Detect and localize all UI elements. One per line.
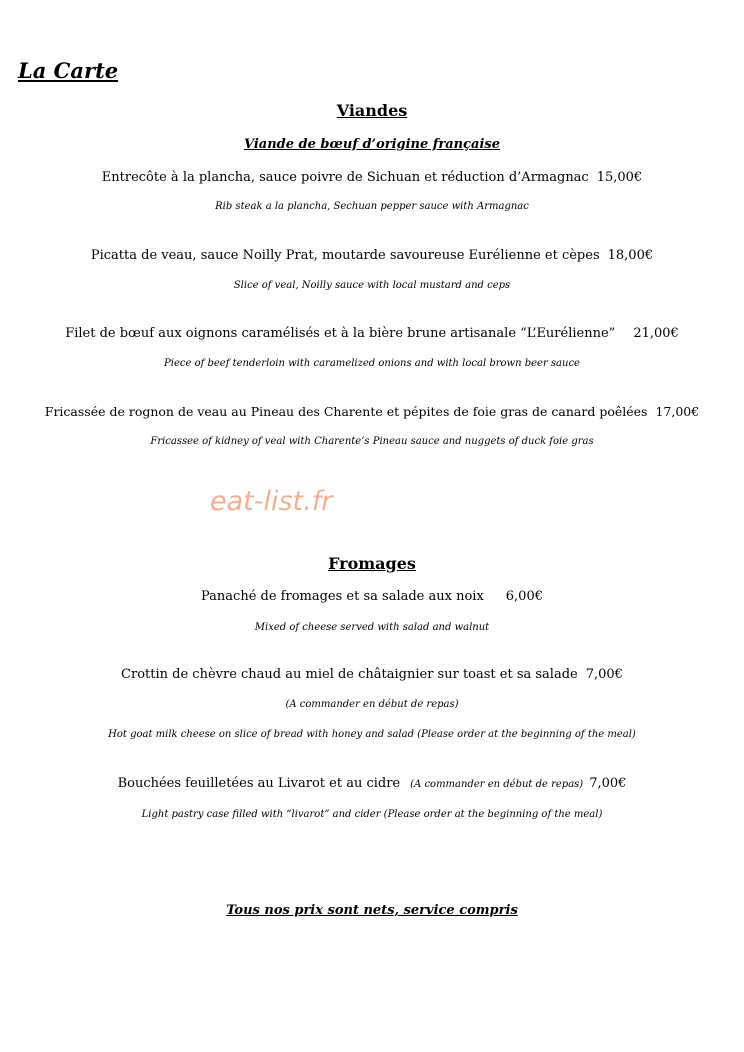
- dish-bouchees-feuilletees: [0, 776, 744, 791]
- dish-translation: Fricassee of kidney of veal with Charente’s Pineau sauce and nuggets of duck foie gras: [150, 436, 594, 447]
- dish-name: Panaché de fromages et sa salade aux noix: [201, 589, 484, 604]
- section-title-viandes: Viandes: [336, 101, 408, 120]
- dish-price: 7,00€: [589, 776, 627, 791]
- dish-price: 21,00€: [633, 326, 679, 341]
- dish-price: 18,00€: [607, 248, 654, 263]
- page-title: La Carte: [18, 58, 119, 83]
- dish-name: Picatta de veau, sauce Noilly Prat, moutarde savoureuse Eurélienne et cèpes: [90, 248, 600, 263]
- dish-translation: Slice of veal, Noilly sauce with local mustard and ceps: [233, 280, 511, 291]
- dish-price: 7,00€: [585, 667, 623, 682]
- dish-translation: Hot goat milk cheese on slice of bread with honey and salad (Please order at the beginning of the meal): [108, 729, 636, 740]
- dish-fricassee: [0, 404, 744, 419]
- dish-crottin-chevre: [0, 667, 744, 682]
- section-title-fromages: Fromages: [328, 554, 416, 573]
- dish-note: (A commander en début de repas): [410, 779, 584, 790]
- dish-name: Fricassée de rognon de veau au Pineau des Charente et pépites de foie gras de canard poêlées: [44, 404, 648, 419]
- dish-name: Bouchées feuilletées au Livarot et au cidre: [117, 776, 401, 791]
- dish-translation: Rib steak a la plancha, Sechuan pepper sauce with Armagnac: [215, 201, 529, 212]
- dish-translation: Piece of beef tenderloin with caramelized onions and with local brown beer sauce: [164, 358, 580, 369]
- dish-name: Entrecôte à la plancha, sauce poivre de Sichuan et réduction d’Armagnac: [101, 170, 589, 185]
- dish-price: 17,00€: [655, 404, 700, 419]
- dish-price: 15,00€: [596, 170, 643, 185]
- dish-translation: Light pastry case filled with “livarot” and cider (Please order at the beginning of the meal): [141, 809, 603, 820]
- footer-note: Tous nos prix sont nets, service compris: [226, 903, 518, 918]
- subtitle-beef-origin: Viande de bœuf d’origine française: [243, 137, 500, 152]
- dish-name: Filet de bœuf aux oignons caramélisés et à la bière brune artisanale “L’Eurélienne”: [65, 326, 616, 341]
- dish-filet-boeuf: [0, 326, 744, 341]
- dish-name: Crottin de chèvre chaud au miel de châtaignier sur toast et sa salade: [121, 667, 578, 682]
- dish-entrecote: [0, 170, 744, 185]
- watermark-logo: eat-list.fr: [210, 486, 333, 517]
- dish-price: 6,00€: [505, 589, 543, 604]
- dish-panache-fromages: [0, 589, 744, 604]
- dish-picatta: [0, 248, 744, 263]
- dish-translation: Mixed of cheese served with salad and walnut: [254, 622, 490, 633]
- dish-note: (A commander en début de repas): [285, 699, 459, 710]
